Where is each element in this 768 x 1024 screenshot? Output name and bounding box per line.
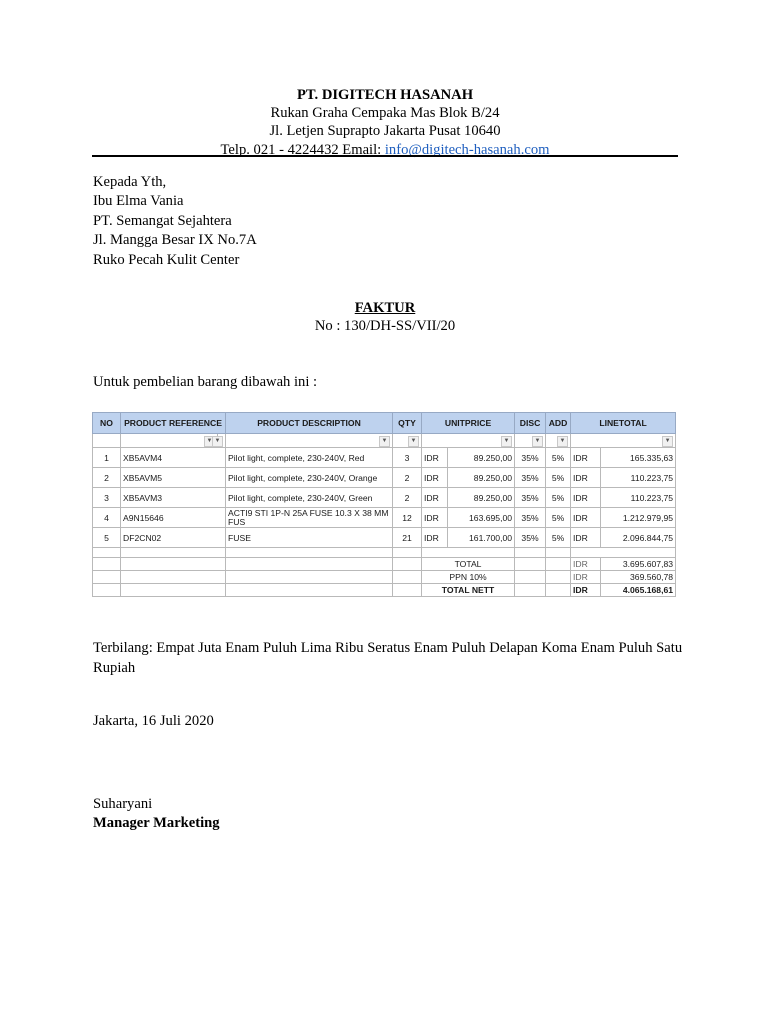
- invoice-table: [92, 412, 676, 597]
- cell-disc: 35%: [515, 508, 546, 528]
- signer-name: Suharyani: [93, 796, 153, 812]
- table-header-row: [93, 413, 676, 434]
- cell-no: 2: [93, 468, 121, 488]
- cell-add: 5%: [546, 468, 571, 488]
- filter-cell: [226, 434, 393, 448]
- header-qty: QTY: [393, 413, 422, 434]
- cell-no: 3: [93, 488, 121, 508]
- cell-linetotal: 1.212.979,95: [601, 508, 676, 528]
- recipient-block: [93, 173, 257, 270]
- cell-ref: XB5AVM5: [121, 468, 226, 488]
- cell-currency: IDR: [571, 468, 601, 488]
- contact-phone-text: Telp. 021 - 4224432 Email:: [220, 141, 385, 158]
- intro-text: Untuk pembelian barang dibawah ini :: [93, 374, 318, 390]
- header-add: ADD: [546, 413, 571, 434]
- cell-no: 4: [93, 508, 121, 528]
- dropdown-arrow-icon[interactable]: ▼: [662, 436, 673, 447]
- filter-cell: [393, 434, 422, 448]
- header-disc: DISC: [515, 413, 546, 434]
- email-link[interactable]: info@digitech-hasanah.com: [384, 141, 550, 158]
- ppn-currency: IDR: [571, 571, 601, 584]
- total-currency: IDR: [571, 558, 601, 571]
- cell-add: 5%: [546, 448, 571, 468]
- cell-linetotal: 110.223,75: [601, 488, 676, 508]
- letterhead-divider: [92, 155, 678, 157]
- cell-ref: DF2CN02: [121, 528, 226, 548]
- ppn-label: PPN 10%: [422, 571, 515, 584]
- table-row: [93, 528, 676, 548]
- cell-unitprice: 161.700,00: [448, 528, 515, 548]
- cell-add: 5%: [546, 508, 571, 528]
- dropdown-arrow-icon[interactable]: ▼: [379, 436, 390, 447]
- cell-qty: 21: [393, 528, 422, 548]
- company-name: PT. DIGITECH HASANAH: [296, 87, 474, 103]
- dropdown-arrow-icon[interactable]: ▼: [212, 436, 223, 447]
- dropdown-arrow-icon[interactable]: ▼: [501, 436, 512, 447]
- cell-add: 5%: [546, 528, 571, 548]
- cell-currency: IDR: [571, 488, 601, 508]
- cell-linetotal: 2.096.844,75: [601, 528, 676, 548]
- summary-row-ppn: [93, 571, 676, 584]
- cell-add: 5%: [546, 488, 571, 508]
- filter-cell: [571, 434, 676, 448]
- cell-ref: A9N15646: [121, 508, 226, 528]
- cell-currency: IDR: [571, 528, 601, 548]
- cell-currency: IDR: [422, 468, 448, 488]
- filter-cell: [515, 434, 546, 448]
- cell-qty: 2: [393, 488, 422, 508]
- recipient-company: PT. Semangat Sejahtera: [93, 212, 232, 229]
- cell-currency: IDR: [422, 528, 448, 548]
- cell-no: 1: [93, 448, 121, 468]
- cell-currency: IDR: [422, 508, 448, 528]
- total-label: TOTAL: [422, 558, 515, 571]
- cell-desc: Pilot light, complete, 230-240V, Green: [226, 488, 393, 508]
- cell-desc: ACTI9 STI 1P-N 25A FUSE 10.3 X 38 MM FUS: [226, 508, 393, 528]
- ppn-value: 369.560,78: [601, 571, 676, 584]
- nett-currency: IDR: [571, 584, 601, 597]
- cell-currency: IDR: [571, 508, 601, 528]
- company-address-line2: Jl. Letjen Suprapto Jakarta Pusat 10640: [269, 123, 501, 140]
- recipient-greeting: Kepada Yth,: [93, 174, 167, 190]
- nett-value: 4.065.168,61: [601, 584, 676, 597]
- empty-row: [93, 548, 676, 558]
- nett-label: TOTAL NETT: [422, 584, 515, 597]
- total-value: 3.695.607,83: [601, 558, 676, 571]
- company-address-line1: Rukan Graha Cempaka Mas Blok B/24: [270, 105, 500, 122]
- recipient-name: Ibu Elma Vania: [93, 193, 184, 210]
- recipient-building: Ruko Pecah Kulit Center: [93, 251, 240, 268]
- header-no: NO: [93, 413, 121, 434]
- filter-cell: [214, 434, 226, 448]
- cell-qty: 12: [393, 508, 422, 528]
- cell-unitprice: 89.250,00: [448, 488, 515, 508]
- cell-qty: 2: [393, 468, 422, 488]
- cell-ref: XB5AVM3: [121, 488, 226, 508]
- table-row: [93, 488, 676, 508]
- filter-cell: [546, 434, 571, 448]
- document-date: Jakarta, 16 Juli 2020: [93, 713, 214, 729]
- filter-cell: [422, 434, 515, 448]
- cell-currency: IDR: [422, 488, 448, 508]
- cell-unitprice: 89.250,00: [448, 448, 515, 468]
- cell-unitprice: 89.250,00: [448, 468, 515, 488]
- signer-title: Manager Marketing: [93, 815, 220, 831]
- cell-disc: 35%: [515, 488, 546, 508]
- table-row: [93, 468, 676, 488]
- cell-linetotal: 165.335,63: [601, 448, 676, 468]
- cell-ref: XB5AVM4: [121, 448, 226, 468]
- table-row: [93, 508, 676, 528]
- recipient-street: Jl. Mangga Besar IX No.7A: [93, 232, 257, 249]
- summary-row-nett: [93, 584, 676, 597]
- cell-no: 5: [93, 528, 121, 548]
- header-linetotal: LINETOTAL: [571, 413, 676, 434]
- cell-unitprice: 163.695,00: [448, 508, 515, 528]
- cell-linetotal: 110.223,75: [601, 468, 676, 488]
- cell-desc: FUSE: [226, 528, 393, 548]
- summary-row-total: [93, 558, 676, 571]
- cell-currency: IDR: [571, 448, 601, 468]
- document-title: FAKTUR: [354, 300, 416, 316]
- filter-cell: [93, 434, 121, 448]
- header-product-reference: PRODUCT REFERENCE: [121, 413, 226, 434]
- header-unitprice: UNITPRICE: [422, 413, 515, 434]
- cell-qty: 3: [393, 448, 422, 468]
- filter-cell: [121, 434, 218, 448]
- dropdown-arrow-icon[interactable]: ▼: [204, 436, 215, 447]
- document-title-block: [92, 299, 678, 335]
- header-product-description: PRODUCT DESCRIPTION: [226, 413, 393, 434]
- cell-disc: 35%: [515, 528, 546, 548]
- letterhead: [92, 86, 678, 159]
- cell-currency: IDR: [422, 448, 448, 468]
- cell-desc: Pilot light, complete, 230-240V, Red: [226, 448, 393, 468]
- dropdown-arrow-icon[interactable]: ▼: [408, 436, 419, 447]
- document-number: No : 130/DH-SS/VII/20: [314, 318, 456, 334]
- dropdown-arrow-icon[interactable]: ▼: [532, 436, 543, 447]
- table-row: [93, 448, 676, 468]
- filter-row: [93, 434, 676, 448]
- cell-disc: 35%: [515, 468, 546, 488]
- cell-disc: 35%: [515, 448, 546, 468]
- dropdown-arrow-icon[interactable]: ▼: [557, 436, 568, 447]
- amount-in-words: Terbilang: Empat Juta Enam Puluh Lima Ribu Seratus Enam Puluh Delapan Koma Enam Puluh Satu Rupiah: [93, 640, 683, 676]
- cell-desc: Pilot light, complete, 230-240V, Orange: [226, 468, 393, 488]
